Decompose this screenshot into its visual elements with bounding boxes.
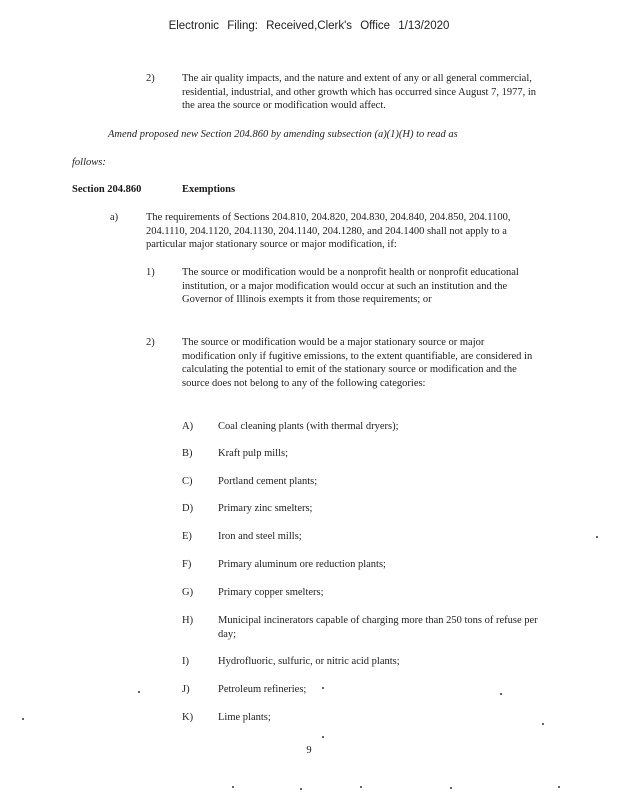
paragraph-2-text: The source or modification would be a major stationary source or major modification only if fugitive emissions, to the extent quantifiable, are considered in calculating the potential to emit of the stationary source or modification and the source does not belong to any of the following categories: — [182, 337, 533, 389]
category-letter: D) — [182, 503, 194, 514]
scan-speck — [22, 718, 24, 720]
subsection-a-label: a) — [110, 212, 119, 223]
paragraph-1-number: 1) — [146, 267, 155, 278]
scan-speck — [322, 736, 324, 738]
section-title: Exemptions — [182, 184, 236, 195]
category-letter: A) — [182, 421, 194, 432]
scan-speck — [322, 687, 324, 689]
category-text: Coal cleaning plants (with thermal dryers); — [218, 421, 399, 432]
scan-speck — [360, 786, 362, 788]
category-text: Petroleum refineries; — [218, 684, 307, 695]
scan-speck — [558, 786, 560, 788]
category-letter: J) — [182, 684, 190, 695]
scan-speck — [232, 786, 234, 788]
scan-speck — [450, 787, 452, 789]
scan-speck — [596, 536, 598, 538]
subsection-a-text: The requirements of Sections 204.810, 204.820, 204.830, 204.840, 204.850, 204.1100, 204.1110, 204.1120, 204.1130, 204.1140, 204.1280, and 204.1400 shall not apply to a particular major stationary source or major modification, if: — [146, 212, 511, 250]
top-item-text: The air quality impacts, and the nature and extent of any or all general commercial, residential, industrial, and other growth which has occurred since August 7, 1977, in the area the source or modification would affect. — [182, 73, 537, 111]
category-text: Iron and steel mills; — [218, 531, 302, 542]
category-letter: E) — [182, 531, 192, 542]
category-text: Kraft pulp mills; — [218, 448, 288, 459]
section-number: Section 204.860 — [72, 184, 142, 195]
category-letter: B) — [182, 448, 193, 459]
category-text: Municipal incinerators capable of charging more than 250 tons of refuse per day; — [218, 615, 538, 640]
page-number: 9 — [306, 745, 312, 756]
scan-speck — [500, 693, 502, 695]
category-text: Portland cement plants; — [218, 476, 318, 487]
category-text: Primary zinc smelters; — [218, 503, 313, 514]
scan-speck — [300, 788, 302, 790]
category-letter: K) — [182, 712, 194, 723]
paragraph-1-text: The source or modification would be a nonprofit health or nonprofit educational institution, or a major modification would occur at such an institution and the Governor of Illinois exempts it from those requirements; or — [182, 267, 519, 305]
category-letter: G) — [182, 587, 194, 598]
scan-speck — [542, 723, 544, 725]
category-letter: F) — [182, 559, 192, 570]
filing-stamp-header: Electronic Filing: Received,Clerk's Office 1/13/2020 — [168, 20, 450, 32]
category-text: Lime plants; — [218, 712, 271, 723]
amend-instruction-line2: follows: — [72, 157, 106, 168]
category-text: Primary copper smelters; — [218, 587, 324, 598]
category-letter: C) — [182, 476, 193, 487]
category-letter: I) — [182, 656, 189, 667]
top-item-number: 2) — [146, 73, 155, 84]
category-text: Hydrofluoric, sulfuric, or nitric acid plants; — [218, 656, 400, 667]
category-text: Primary aluminum ore reduction plants; — [218, 559, 386, 570]
scan-speck — [138, 691, 140, 693]
paragraph-2-number: 2) — [146, 337, 155, 348]
amend-instruction-line1: Amend proposed new Section 204.860 by amending subsection (a)(1)(H) to read as — [108, 129, 458, 140]
category-letter: H) — [182, 615, 194, 626]
